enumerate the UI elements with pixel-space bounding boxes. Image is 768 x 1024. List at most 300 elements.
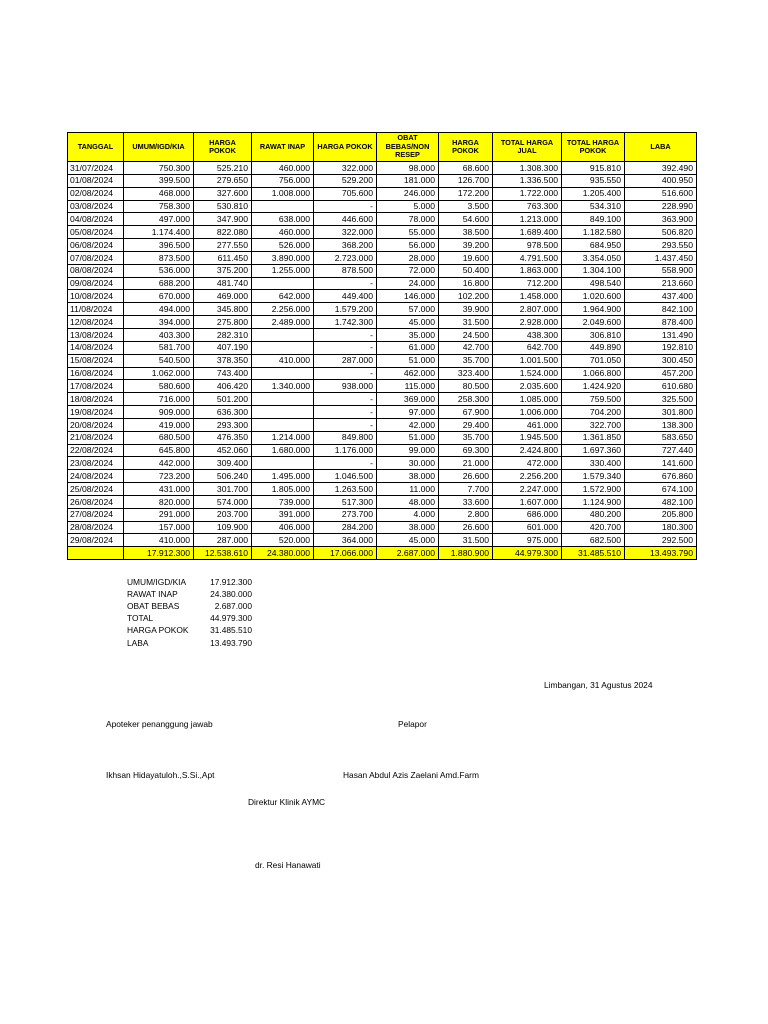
date-cell: 08/08/2024 [68, 264, 124, 277]
table-row [68, 162, 697, 175]
value-cell: 29.400 [439, 418, 493, 431]
value-cell [252, 393, 314, 406]
header-harga-pokok-obat: HARGA POKOK [439, 133, 493, 162]
value-cell: 410.000 [124, 534, 194, 547]
value-cell [252, 200, 314, 213]
value-cell: 39.200 [439, 239, 493, 252]
total-cell: 31.485.510 [562, 547, 625, 560]
value-cell: 2.247.000 [493, 483, 562, 496]
value-cell: 369.000 [377, 393, 439, 406]
value-cell: 1.340.000 [252, 380, 314, 393]
totals-row [68, 547, 697, 560]
value-cell: 1.304.100 [562, 264, 625, 277]
value-cell: 497.000 [124, 213, 194, 226]
value-cell: 375.200 [194, 264, 252, 277]
value-cell: - [314, 367, 377, 380]
value-cell: 750.300 [124, 162, 194, 175]
value-cell [252, 367, 314, 380]
header-total-harga-jual: TOTAL HARGA JUAL [493, 133, 562, 162]
value-cell: 1.697.360 [562, 444, 625, 457]
value-cell: 325.500 [625, 393, 697, 406]
value-cell: 705.600 [314, 187, 377, 200]
value-cell: 498.540 [562, 277, 625, 290]
value-cell: 2.807.000 [493, 303, 562, 316]
value-cell: 403.300 [124, 328, 194, 341]
value-cell: 525.210 [194, 162, 252, 175]
value-cell: 878.400 [625, 316, 697, 329]
value-cell: 407.190 [194, 341, 252, 354]
value-cell: 437.400 [625, 290, 697, 303]
value-cell: 4.791.500 [493, 251, 562, 264]
date-cell: 11/08/2024 [68, 303, 124, 316]
value-cell: - [314, 418, 377, 431]
value-cell: 674.100 [625, 483, 697, 496]
total-cell: 2.687.000 [377, 547, 439, 560]
table-row [68, 354, 697, 367]
value-cell: 72.000 [377, 264, 439, 277]
header-rawat-inap: RAWAT INAP [252, 133, 314, 162]
value-cell: 400.950 [625, 174, 697, 187]
place-date: Limbangan, 31 Agustus 2024 [544, 680, 653, 690]
value-cell: 39.900 [439, 303, 493, 316]
date-cell: 19/08/2024 [68, 406, 124, 419]
value-cell: 611.450 [194, 251, 252, 264]
value-cell: 1.006.000 [493, 406, 562, 419]
value-cell: 38.000 [377, 521, 439, 534]
summary-label: OBAT BEBAS [127, 601, 180, 612]
value-cell: 420.700 [562, 521, 625, 534]
total-cell: 13.493.790 [625, 547, 697, 560]
value-cell: 529.200 [314, 174, 377, 187]
value-cell: 469.000 [194, 290, 252, 303]
total-cell: 17.066.000 [314, 547, 377, 560]
value-cell: 323.400 [439, 367, 493, 380]
reporter-title: Pelapor [398, 719, 427, 729]
value-cell: 410.000 [252, 354, 314, 367]
value-cell: 682.500 [562, 534, 625, 547]
value-cell [252, 418, 314, 431]
value-cell: - [314, 406, 377, 419]
value-cell: 98.000 [377, 162, 439, 175]
value-cell: 48.000 [377, 495, 439, 508]
value-cell: 1.607.000 [493, 495, 562, 508]
value-cell: 2.489.000 [252, 316, 314, 329]
value-cell: 520.000 [252, 534, 314, 547]
value-cell: 391.000 [252, 508, 314, 521]
director-name: dr. Resi Hanawati [255, 860, 321, 870]
date-cell: 22/08/2024 [68, 444, 124, 457]
value-cell: 449.890 [562, 341, 625, 354]
value-cell: 282.310 [194, 328, 252, 341]
date-cell: 03/08/2024 [68, 200, 124, 213]
value-cell: 1.255.000 [252, 264, 314, 277]
summary-label: TOTAL [127, 613, 154, 624]
value-cell: 1.336.500 [493, 174, 562, 187]
value-cell: 45.000 [377, 534, 439, 547]
value-cell: 7.700 [439, 483, 493, 496]
value-cell: 1.495.000 [252, 470, 314, 483]
value-cell: 364.000 [314, 534, 377, 547]
value-cell: 102.200 [439, 290, 493, 303]
value-cell: 24.500 [439, 328, 493, 341]
table-row [68, 251, 697, 264]
value-cell: 69.300 [439, 444, 493, 457]
header-laba: LABA [625, 133, 697, 162]
value-cell: 501.200 [194, 393, 252, 406]
value-cell: 581.700 [124, 341, 194, 354]
value-cell: 45.000 [377, 316, 439, 329]
value-cell: 399.500 [124, 174, 194, 187]
date-cell: 12/08/2024 [68, 316, 124, 329]
value-cell: 3.354.050 [562, 251, 625, 264]
value-cell: 284.200 [314, 521, 377, 534]
summary-block [127, 576, 252, 649]
value-cell: 457.200 [625, 367, 697, 380]
value-cell: 301.700 [194, 483, 252, 496]
total-cell: 17.912.300 [124, 547, 194, 560]
date-cell: 01/08/2024 [68, 174, 124, 187]
value-cell: 461.000 [493, 418, 562, 431]
value-cell: 670.000 [124, 290, 194, 303]
value-cell: 345.800 [194, 303, 252, 316]
report-table [67, 132, 697, 560]
value-cell: 115.000 [377, 380, 439, 393]
value-cell: 481.740 [194, 277, 252, 290]
value-cell: 1.174.400 [124, 226, 194, 239]
value-cell: 330.400 [562, 457, 625, 470]
summary-value: 13.493.790 [210, 637, 252, 648]
value-cell: 42.000 [377, 418, 439, 431]
value-cell: 480.200 [562, 508, 625, 521]
value-cell: 146.000 [377, 290, 439, 303]
value-cell: 915.810 [562, 162, 625, 175]
value-cell: 442.000 [124, 457, 194, 470]
summary-value: 17.912.300 [210, 577, 252, 588]
value-cell: 378.350 [194, 354, 252, 367]
value-cell: 739.000 [252, 495, 314, 508]
header-total-harga-pokok: TOTAL HARGA POKOK [562, 133, 625, 162]
table-row [68, 239, 697, 252]
total-cell: 24.380.000 [252, 547, 314, 560]
value-cell: 878.500 [314, 264, 377, 277]
value-cell: 763.300 [493, 200, 562, 213]
value-cell: 935.550 [562, 174, 625, 187]
value-cell: 476.350 [194, 431, 252, 444]
value-cell: 419.000 [124, 418, 194, 431]
date-cell: 04/08/2024 [68, 213, 124, 226]
value-cell: 526.000 [252, 239, 314, 252]
value-cell: 506.820 [625, 226, 697, 239]
value-cell: 636.300 [194, 406, 252, 419]
value-cell: 1.863.000 [493, 264, 562, 277]
value-cell: 642.000 [252, 290, 314, 303]
value-cell [252, 277, 314, 290]
value-cell: 1.742.300 [314, 316, 377, 329]
value-cell: 494.000 [124, 303, 194, 316]
value-cell: 1.964.900 [562, 303, 625, 316]
value-cell: 601.000 [493, 521, 562, 534]
header-harga-pokok-rawat: HARGA POKOK [314, 133, 377, 162]
value-cell: 452.060 [194, 444, 252, 457]
table-row [68, 483, 697, 496]
total-cell: 12.538.610 [194, 547, 252, 560]
value-cell: 67.900 [439, 406, 493, 419]
summary-row [127, 612, 252, 624]
summary-value: 24.380.000 [210, 589, 252, 600]
table-row [68, 290, 697, 303]
header-umum: UMUM/IGD/KIA [124, 133, 194, 162]
value-cell: 583.650 [625, 431, 697, 444]
value-cell: 2.049.600 [562, 316, 625, 329]
value-cell: 449.400 [314, 290, 377, 303]
table-row [68, 534, 697, 547]
value-cell: - [314, 328, 377, 341]
date-cell: 02/08/2024 [68, 187, 124, 200]
table-row [68, 508, 697, 521]
reporter-name: Hasan Abdul Azis Zaelani Amd.Farm [343, 770, 479, 780]
value-cell: 2.256.000 [252, 303, 314, 316]
value-cell: 258.300 [439, 393, 493, 406]
value-cell: 1.524.000 [493, 367, 562, 380]
value-cell: 680.500 [124, 431, 194, 444]
value-cell: 396.500 [124, 239, 194, 252]
value-cell: 540.500 [124, 354, 194, 367]
date-cell: 07/08/2024 [68, 251, 124, 264]
value-cell: 56.000 [377, 239, 439, 252]
date-cell: 26/08/2024 [68, 495, 124, 508]
table-row [68, 341, 697, 354]
table-row [68, 418, 697, 431]
value-cell: 1.458.000 [493, 290, 562, 303]
table-row [68, 393, 697, 406]
date-cell: 13/08/2024 [68, 328, 124, 341]
value-cell: 55.000 [377, 226, 439, 239]
value-cell: 172.200 [439, 187, 493, 200]
table-row [68, 470, 697, 483]
value-cell: 1.805.000 [252, 483, 314, 496]
value-cell: 446.600 [314, 213, 377, 226]
summary-value: 2.687.000 [214, 601, 252, 612]
value-cell: 228.990 [625, 200, 697, 213]
table-row [68, 200, 697, 213]
value-cell: 11.000 [377, 483, 439, 496]
value-cell: 820.000 [124, 495, 194, 508]
date-cell: 05/08/2024 [68, 226, 124, 239]
value-cell: 517.300 [314, 495, 377, 508]
date-cell: 10/08/2024 [68, 290, 124, 303]
value-cell: - [314, 277, 377, 290]
date-cell: 18/08/2024 [68, 393, 124, 406]
value-cell: 743.400 [194, 367, 252, 380]
value-cell: 21.000 [439, 457, 493, 470]
value-cell: 1.182.580 [562, 226, 625, 239]
table-row [68, 380, 697, 393]
value-cell: 5.000 [377, 200, 439, 213]
value-cell: 723.200 [124, 470, 194, 483]
value-cell: 277.550 [194, 239, 252, 252]
header-tanggal: TANGGAL [68, 133, 124, 162]
date-cell: 27/08/2024 [68, 508, 124, 521]
value-cell: 1.437.450 [625, 251, 697, 264]
value-cell: 1.008.000 [252, 187, 314, 200]
value-cell: 57.000 [377, 303, 439, 316]
value-cell: 2.800 [439, 508, 493, 521]
value-cell: 19.600 [439, 251, 493, 264]
value-cell: 2.256.200 [493, 470, 562, 483]
summary-value: 31.485.510 [210, 625, 252, 636]
value-cell: 688.200 [124, 277, 194, 290]
header-obat-bebas: OBAT BEBAS/NON RESEP [377, 133, 439, 162]
value-cell: 938.000 [314, 380, 377, 393]
value-cell: 1.722.000 [493, 187, 562, 200]
date-cell: 24/08/2024 [68, 470, 124, 483]
value-cell [252, 341, 314, 354]
table-row [68, 277, 697, 290]
summary-row [127, 600, 252, 612]
value-cell: 1.308.300 [493, 162, 562, 175]
value-cell: 35.700 [439, 431, 493, 444]
value-cell [252, 406, 314, 419]
pharmacist-name: Ikhsan Hidayatuloh.,S.Si.,Apt [106, 770, 215, 780]
table-row [68, 264, 697, 277]
value-cell: 275.800 [194, 316, 252, 329]
value-cell: 580.600 [124, 380, 194, 393]
value-cell: 287.000 [314, 354, 377, 367]
table-row [68, 431, 697, 444]
value-cell: 684.950 [562, 239, 625, 252]
value-cell: 1.424.920 [562, 380, 625, 393]
value-cell: - [314, 457, 377, 470]
value-cell: 68.600 [439, 162, 493, 175]
table-row [68, 187, 697, 200]
value-cell: 610.680 [625, 380, 697, 393]
summary-label: RAWAT INAP [127, 589, 178, 600]
value-cell: 822.080 [194, 226, 252, 239]
value-cell: 1.062.000 [124, 367, 194, 380]
value-cell: 3.500 [439, 200, 493, 213]
value-cell: 759.500 [562, 393, 625, 406]
value-cell: 203.700 [194, 508, 252, 521]
value-cell: 301.800 [625, 406, 697, 419]
value-cell: 300.450 [625, 354, 697, 367]
table-row [68, 316, 697, 329]
table-row [68, 367, 697, 380]
date-cell: 16/08/2024 [68, 367, 124, 380]
value-cell: 758.300 [124, 200, 194, 213]
value-cell: 322.000 [314, 162, 377, 175]
value-cell: - [314, 200, 377, 213]
value-cell: 482.100 [625, 495, 697, 508]
value-cell: 701.050 [562, 354, 625, 367]
value-cell: 157.000 [124, 521, 194, 534]
value-cell: 293.300 [194, 418, 252, 431]
value-cell: 756.000 [252, 174, 314, 187]
value-cell: 716.000 [124, 393, 194, 406]
value-cell: 54.600 [439, 213, 493, 226]
summary-row [127, 588, 252, 600]
value-cell: 99.000 [377, 444, 439, 457]
table-row [68, 444, 697, 457]
value-cell: 1.579.200 [314, 303, 377, 316]
value-cell: 126.700 [439, 174, 493, 187]
value-cell: 534.310 [562, 200, 625, 213]
value-cell: 292.500 [625, 534, 697, 547]
date-cell: 09/08/2024 [68, 277, 124, 290]
value-cell: 205.800 [625, 508, 697, 521]
header-harga-pokok-umum: HARGA POKOK [194, 133, 252, 162]
value-cell: 78.000 [377, 213, 439, 226]
table-row [68, 213, 697, 226]
value-cell: 1.046.500 [314, 470, 377, 483]
value-cell: 873.500 [124, 251, 194, 264]
value-cell: 676.860 [625, 470, 697, 483]
value-cell: 1.680.000 [252, 444, 314, 457]
value-cell: 638.000 [252, 213, 314, 226]
date-cell: 15/08/2024 [68, 354, 124, 367]
date-cell: 14/08/2024 [68, 341, 124, 354]
value-cell: 438.300 [493, 328, 562, 341]
value-cell: 506.240 [194, 470, 252, 483]
value-cell [252, 328, 314, 341]
summary-value: 44.979.300 [210, 613, 252, 624]
value-cell: 1.572.900 [562, 483, 625, 496]
value-cell: 406.420 [194, 380, 252, 393]
value-cell: 2.723.000 [314, 251, 377, 264]
value-cell: 51.000 [377, 354, 439, 367]
table-row [68, 174, 697, 187]
value-cell: 1.205.400 [562, 187, 625, 200]
total-cell: 44.979.300 [493, 547, 562, 560]
summary-row [127, 636, 252, 648]
total-cell: 1.880.900 [439, 547, 493, 560]
director-title: Direktur Klinik AYMC [248, 797, 326, 807]
value-cell: 460.000 [252, 162, 314, 175]
value-cell: - [314, 341, 377, 354]
date-cell: 23/08/2024 [68, 457, 124, 470]
value-cell: 516.600 [625, 187, 697, 200]
value-cell: 1.020.600 [562, 290, 625, 303]
summary-label: HARGA POKOK [127, 625, 189, 636]
table-row [68, 521, 697, 534]
value-cell: 1.176.000 [314, 444, 377, 457]
table-row [68, 226, 697, 239]
date-cell: 31/07/2024 [68, 162, 124, 175]
value-cell: 131.490 [625, 328, 697, 341]
value-cell: 842.100 [625, 303, 697, 316]
table-row [68, 457, 697, 470]
value-cell: 978.500 [493, 239, 562, 252]
table-row [68, 406, 697, 419]
table-row [68, 303, 697, 316]
value-cell: 327.600 [194, 187, 252, 200]
value-cell [252, 457, 314, 470]
value-cell: 1.361.850 [562, 431, 625, 444]
value-cell: 141.600 [625, 457, 697, 470]
table-row [68, 495, 697, 508]
value-cell: 1.263.500 [314, 483, 377, 496]
value-cell: 33.600 [439, 495, 493, 508]
value-cell: 42.700 [439, 341, 493, 354]
value-cell: 293.550 [625, 239, 697, 252]
value-cell: 26.600 [439, 470, 493, 483]
value-cell: 306.810 [562, 328, 625, 341]
value-cell: 712.200 [493, 277, 562, 290]
value-cell: 530.810 [194, 200, 252, 213]
table-header-row [68, 133, 697, 162]
value-cell: 1.945.500 [493, 431, 562, 444]
value-cell: 1.689.400 [493, 226, 562, 239]
value-cell: 291.000 [124, 508, 194, 521]
